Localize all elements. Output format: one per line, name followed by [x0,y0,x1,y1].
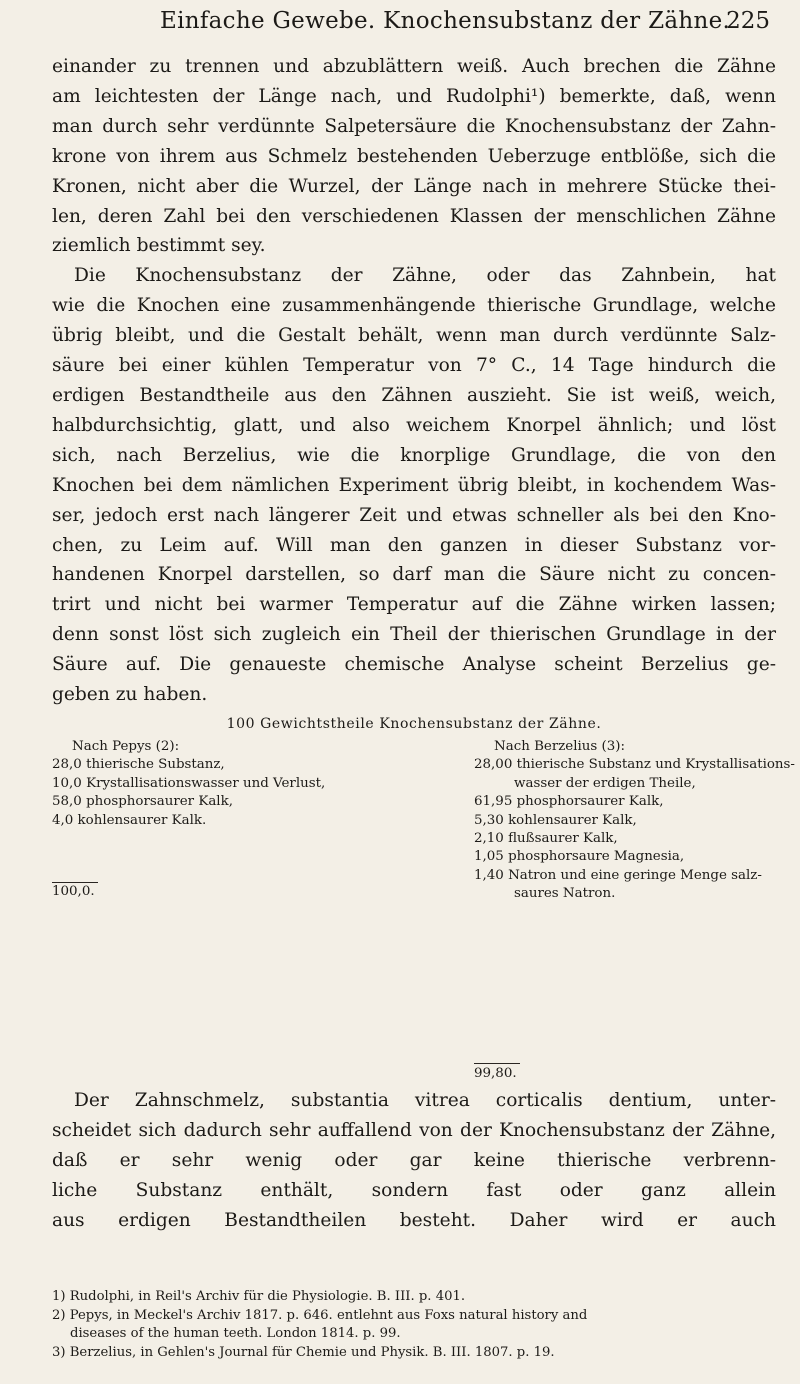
table-total: 99,80. [474,1066,517,1081]
sum-rule [52,882,98,883]
sum-rule [474,1063,520,1064]
text-line: Die Knochensubstanz der Zähne, oder das Zahnbein, hat [74,265,776,287]
running-header [160,8,770,44]
text-line: Der Zahnschmelz, substantia vitrea corticalis dentium, unter- [74,1090,776,1111]
footnote-continuation: diseases of the human teeth. London 1814. p. 99. [70,1326,401,1342]
text-line: ziemlich bestimmt sey. [52,235,266,257]
table-row: 28,0 thierische Substanz, [52,757,225,773]
table-row: 58,0 phosphorsaurer Kalk, [52,794,233,810]
table-row: 28,00 thierische Substanz und Krystallisations- [474,757,795,773]
table-title: 100 Gewichtstheile Knochensubstanz der Zähne. [226,716,602,732]
text-line: halbdurchsichtig, glatt, und also weichem Knorpel ähnlich; und löst [52,414,776,436]
text-line: sich, nach Berzelius, wie die knorplige Grundlage, die von den [52,444,776,466]
text-line: scheidet sich dadurch sehr auffallend von der Knochensubstanz der Zähne, [52,1119,776,1141]
analysis-pepys [52,738,372,830]
footnote: 1) Rudolphi, in Reil's Archiv für die Physiologie. B. III. p. 401. [52,1289,466,1304]
text-line: chen, zu Leim auf. Will man den ganzen in dieser Substanz vor- [52,534,776,556]
text-line: Kronen, nicht aber die Wurzel, der Länge nach in mehrere Stücke thei- [52,175,776,197]
table-total: 100,0. [52,884,95,899]
text-line: erdigen Bestandtheile aus den Zähnen auszieht. Sie ist weiß, weich, [52,384,776,406]
column-header: Nach Berzelius (3): [494,739,626,754]
text-line: handenen Knorpel darstellen, so darf man die Säure nicht zu concen- [52,564,776,586]
page-number: 225 [726,8,770,34]
footnotes [52,1288,776,1362]
table-row: 5,30 kohlensaurer Kalk, [474,812,637,828]
text-line: man durch sehr verdünnte Salpetersäure die Knochensubstanz der Zahn- [52,115,776,137]
table-row: 2,10 flußsaurer Kalk, [474,831,618,847]
running-title: Einfache Gewebe. Knochensubstanz der Zähne. [160,8,731,34]
main-text [52,52,776,710]
analysis-berzelius [474,738,795,904]
text-line: liche Substanz enthält, sondern fast oder ganz allein [52,1179,776,1201]
table-row: 61,95 phosphorsaurer Kalk, [474,794,664,810]
text-line: daß er sehr wenig oder gar keine thierische verbrenn- [52,1149,776,1171]
column-header: Nach Pepys (2): [72,739,180,754]
footnote: 3) Berzelius, in Gehlen's Journal für Chemie und Physik. B. III. 1807. p. 19. [52,1344,555,1360]
text-line: denn sonst löst sich zugleich ein Theil der thierischen Grundlage in der [52,624,776,646]
text-line: trirt und nicht bei warmer Temperatur auf die Zähne wirken lassen; [52,594,776,616]
text-line: Säure auf. Die genaueste chemische Analyse scheint Berzelius ge- [52,654,776,676]
text-line: Knochen bei dem nämlichen Experiment übrig bleibt, in kochendem Was- [52,474,776,496]
text-line: säure bei einer kühlen Temperatur von 7° C., 14 Tage hindurch die [52,355,776,377]
text-line: übrig bleibt, und die Gestalt behält, wenn man durch verdünnte Salz- [52,325,776,347]
text-line: geben zu haben. [52,684,208,706]
table-row: 10,0 Krystallisationswasser und Verlust, [52,775,326,791]
text-line: ser, jedoch erst nach längerer Zeit und etwas schneller als bei den Kno- [52,504,776,526]
text-line: len, deren Zahl bei den verschiedenen Klassen der menschlichen Zähne [52,205,776,227]
text-line: krone von ihrem aus Schmelz bestehenden Ueberzuge entblöße, sich die [52,145,776,167]
text-line: wie die Knochen eine zusammenhängende thierische Grundlage, welche [52,295,776,317]
text-line: einander zu trennen und abzublättern weiß. Auch brechen die Zähne [52,56,776,77]
table-row: 1,05 phosphorsaure Magnesia, [474,849,685,865]
text-line: am leichtesten der Länge nach, und Rudolphi¹) bemerkte, daß, wenn [52,85,776,107]
text-line: aus erdigen Bestandtheilen besteht. Daher wird er auch [52,1209,776,1231]
footnote: 2) Pepys, in Meckel's Archiv 1817. p. 646. entlehnt aus Foxs natural history and [52,1307,588,1323]
table-row-continuation: saures Natron. [514,886,616,902]
table-row-continuation: wasser der erdigen Theile, [514,775,696,791]
main-text-continued [52,1086,776,1236]
table-row: 1,40 Natron und eine geringe Menge salz- [474,867,762,883]
table-row: 4,0 kohlensaurer Kalk. [52,812,207,828]
